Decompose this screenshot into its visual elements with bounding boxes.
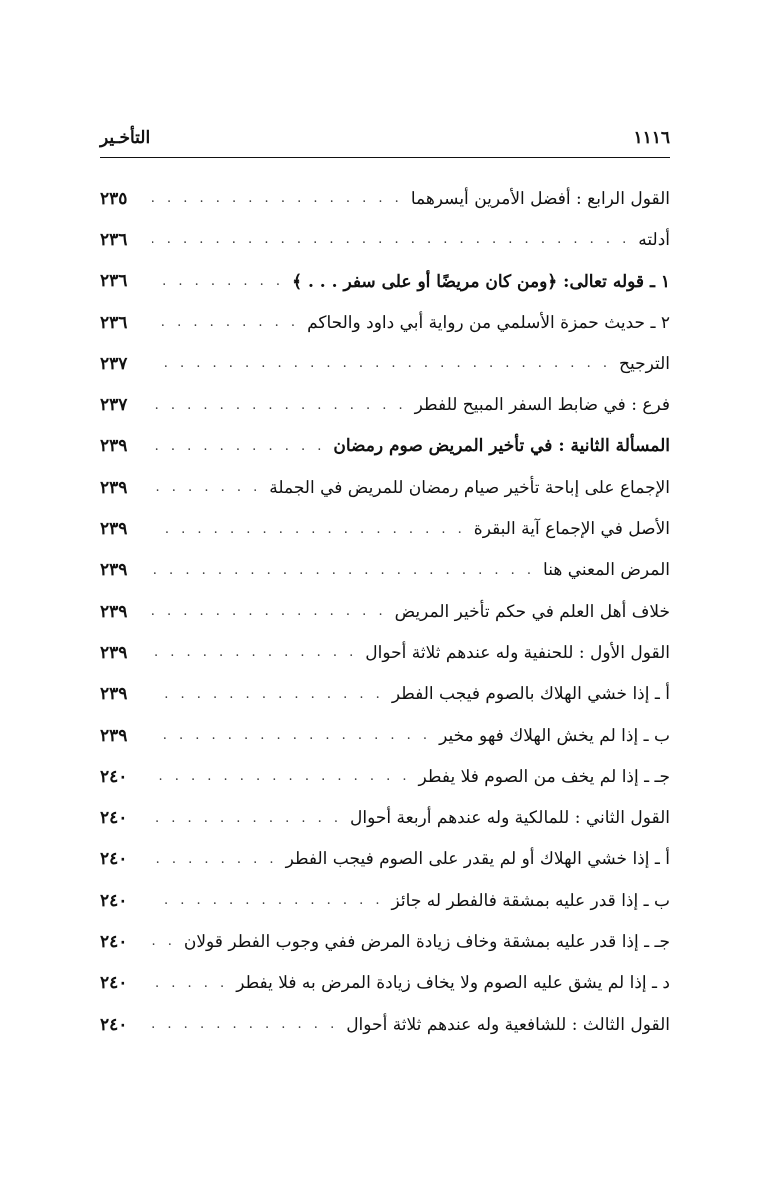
toc-entry-page: ٢٣٩ <box>100 601 128 622</box>
toc-entry <box>100 508 670 549</box>
dot-leader <box>152 934 176 949</box>
toc-entry-text: جـ ـ إذا قدر عليه بمشقة وخاف زيادة المرض ففي وجوب الفطر قولان <box>183 931 670 952</box>
dot-leader <box>152 728 431 743</box>
toc-entry-page: ٢٣٩ <box>100 684 128 705</box>
toc-entry <box>100 756 670 797</box>
toc-entry <box>100 467 670 508</box>
toc-entry <box>100 632 670 673</box>
dot-leader <box>152 563 535 578</box>
toc-entry <box>100 384 670 425</box>
running-title: التأخـير <box>100 128 151 148</box>
toc-entry-text: المرض المعني هنا <box>543 560 670 581</box>
toc-entry-page: ٢٤٠ <box>100 766 128 787</box>
toc-entry-text: الإجماع على إباحة تأخير صيام رمضان للمريض في الجملة <box>269 477 670 498</box>
toc-entry-page: ٢٣٩ <box>100 519 128 540</box>
toc-entry-text: خلاف أهل العلم في حكم تأخير المريض <box>394 601 670 622</box>
dot-leader <box>152 893 384 908</box>
dot-leader <box>152 604 387 619</box>
toc-entry-page: ٢٣٩ <box>100 642 128 663</box>
dot-leader <box>152 852 278 867</box>
toc-entry <box>100 1004 670 1045</box>
toc-entry <box>100 797 670 838</box>
toc-entry-page: ٢٣٩ <box>100 725 128 746</box>
toc-entry-text: جـ ـ إذا لم يخف من الصوم فلا يفطر <box>418 766 670 787</box>
toc-entry <box>100 550 670 591</box>
toc-entry-page: ٢٣٧ <box>100 353 128 374</box>
toc-entry <box>100 178 670 219</box>
toc-entry-text: ب ـ إذا قدر عليه بمشقة فالفطر له جائز <box>391 890 670 911</box>
toc-entry-page: ٢٤٠ <box>100 849 128 870</box>
dot-leader <box>152 191 403 206</box>
dot-leader <box>152 439 325 454</box>
toc-entry <box>100 426 670 467</box>
toc-entry <box>100 674 670 715</box>
toc-entry-text: الأصل في الإجماع آية البقرة <box>473 519 670 540</box>
toc-entry-page: ٢٤٠ <box>100 890 128 911</box>
toc-entry <box>100 963 670 1004</box>
dot-leader <box>152 645 357 660</box>
header-rule <box>100 157 670 158</box>
dot-leader <box>152 811 342 826</box>
toc-entry-text: ١ ـ قوله تعالى: ﴿ومن كان مريضًا أو على سفر . . . ﴾ <box>292 271 670 292</box>
table-of-contents <box>100 178 670 1045</box>
toc-entry-page: ٢٣٦ <box>100 312 128 333</box>
dot-leader <box>152 769 411 784</box>
toc-entry-page: ٢٣٦ <box>100 271 128 292</box>
toc-entry-text: ٢ ـ حديث حمزة الأسلمي من رواية أبي داود والحاكم <box>307 312 670 333</box>
toc-entry-page: ٢٤٠ <box>100 973 128 994</box>
toc-entry <box>100 261 670 302</box>
toc-entry-page: ٢٣٧ <box>100 395 128 416</box>
toc-entry-text: ب ـ إذا لم يخش الهلاك فهو مخير <box>439 725 670 746</box>
dot-leader <box>152 356 611 371</box>
toc-entry <box>100 715 670 756</box>
toc-entry-page: ٢٤٠ <box>100 1014 128 1035</box>
toc-entry-text: أ ـ إذا خشي الهلاك أو لم يقدر على الصوم فيجب الفطر <box>285 849 670 870</box>
toc-entry-text: القول الثاني : للمالكية وله عندهم أربعة أحوال <box>350 808 670 829</box>
toc-entry-page: ٢٤٠ <box>100 808 128 829</box>
dot-leader <box>152 274 284 289</box>
dot-leader <box>152 687 384 702</box>
page-number: ١١١٦ <box>633 128 670 148</box>
toc-entry-text: القول الثالث : للشافعية وله عندهم ثلاثة أحوال <box>346 1014 670 1035</box>
toc-entry <box>100 302 670 343</box>
toc-entry-text: المسألة الثانية : في تأخير المريض صوم رمضان <box>333 436 670 457</box>
dot-leader <box>152 480 261 495</box>
dot-leader <box>152 315 299 330</box>
dot-leader <box>152 976 228 991</box>
dot-leader <box>152 232 630 247</box>
toc-entry-text: أدلته <box>638 229 670 250</box>
toc-entry <box>100 921 670 962</box>
toc-entry-page: ٢٤٠ <box>100 931 128 952</box>
toc-entry <box>100 219 670 260</box>
dot-leader <box>152 398 407 413</box>
toc-entry <box>100 839 670 880</box>
toc-entry-text: أ ـ إذا خشي الهلاك بالصوم فيجب الفطر <box>391 684 670 705</box>
toc-entry-text: الترجيح <box>618 353 670 374</box>
toc-entry <box>100 343 670 384</box>
toc-entry-page: ٢٣٩ <box>100 560 128 581</box>
dot-leader <box>152 522 466 537</box>
toc-entry-text: د ـ إذا لم يشق عليه الصوم ولا يخاف زيادة المرض به فلا يفطر <box>236 973 670 994</box>
page-header <box>100 128 670 154</box>
toc-entry-page: ٢٣٩ <box>100 477 128 498</box>
toc-entry <box>100 880 670 921</box>
toc-entry-page: ٢٣٩ <box>100 436 128 457</box>
toc-entry-text: القول الرابع : أفضل الأمرين أيسرهما <box>410 188 670 209</box>
toc-entry-page: ٢٣٦ <box>100 229 128 250</box>
dot-leader <box>152 1017 338 1032</box>
toc-entry-text: القول الأول : للحنفية وله عندهم ثلاثة أحوال <box>365 642 670 663</box>
toc-entry <box>100 591 670 632</box>
toc-entry-page: ٢٣٥ <box>100 188 128 209</box>
toc-entry-text: فرع : في ضابط السفر المبيح للفطر <box>414 395 670 416</box>
